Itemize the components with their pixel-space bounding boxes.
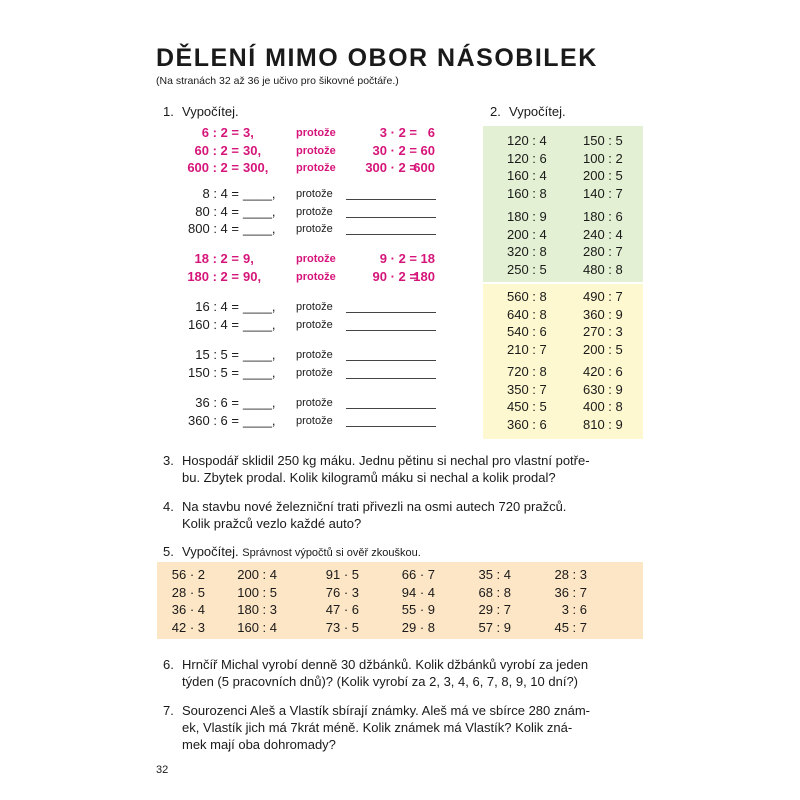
- answer-line: [346, 199, 436, 200]
- exercise-5-label: Vypočítej.: [182, 544, 239, 559]
- division-expression: 150 : 5 =: [188, 364, 239, 380]
- check-expression: 30 · 2 =: [372, 142, 417, 158]
- exercise-2-problem: 120 : 4: [507, 133, 547, 148]
- division-result: 9,: [243, 251, 254, 266]
- exercise-5-note: Správnost výpočtů si ověř zkouškou.: [242, 547, 421, 559]
- division-result: ____,: [243, 395, 276, 410]
- exercise-2-problem: 720 : 8: [507, 364, 547, 379]
- exercise-2-problem: 540 : 6: [507, 324, 547, 339]
- exercise-1-row: [163, 186, 453, 202]
- exercise-5-problem: 55 · 9: [401, 602, 435, 617]
- exercise-3-line-1: Hospodář sklidil 250 kg máku. Jednu pětinu si nechal pro vlastní potře-: [182, 453, 590, 468]
- because-word: protože: [296, 270, 336, 283]
- exercise-2-number: 2.: [490, 104, 501, 119]
- exercise-6: [163, 656, 653, 690]
- exercise-5-problem: 56 · 2: [171, 567, 205, 582]
- exercise-5-problem: 57 : 9: [478, 619, 511, 635]
- division-expression: 16 : 4 =: [195, 299, 239, 314]
- division-expression: 60 : 2 =: [194, 142, 239, 158]
- check-expression: 300 · 2 =: [365, 160, 417, 175]
- division-expression: 18 : 2 =: [194, 251, 239, 266]
- exercise-3-line-2: bu. Zbytek prodal. Kolik kilogramů máku si nechal a kolik prodal?: [182, 470, 556, 485]
- division-result: ____,: [243, 221, 276, 236]
- exercise-2-problem: 640 : 8: [507, 306, 547, 322]
- division-result: ____,: [243, 364, 276, 380]
- division-result: ____,: [243, 203, 276, 219]
- exercise-1-row: [163, 143, 453, 159]
- exercise-1-row: [163, 317, 453, 333]
- exercise-1-row: [163, 365, 453, 381]
- exercise-2-problem: 200 : 4: [507, 226, 547, 242]
- answer-line: [346, 234, 436, 235]
- division-result: 3,: [243, 125, 254, 140]
- because-word: protože: [296, 205, 333, 218]
- answer-line: [346, 312, 436, 313]
- exercise-3-number: 3.: [163, 453, 174, 468]
- exercise-2-problem: 180 : 6: [583, 209, 623, 224]
- division-expression: 180 : 2 =: [187, 268, 239, 284]
- answer-line: [346, 217, 436, 218]
- exercise-2-yellow-panel: [483, 284, 643, 439]
- answer-line: [346, 408, 436, 409]
- exercise-5-problem: 160 : 4: [237, 619, 277, 635]
- exercise-1-row: [163, 125, 453, 141]
- exercise-6-line-2: týden (5 pracovních dnů)? (Kolik vyrobí za 2, 3, 4, 6, 7, 8, 9, 10 dní?): [182, 674, 578, 689]
- exercise-2-problem: 480 : 8: [583, 261, 623, 277]
- exercise-5-problem: 94 · 4: [401, 584, 435, 600]
- exercise-5-problem: 180 : 3: [237, 602, 277, 617]
- exercise-2-problem: 400 : 8: [583, 399, 623, 414]
- exercise-2-problem: 200 : 5: [583, 341, 623, 357]
- exercise-6-line-1: Hrnčíř Michal vyrobí denně 30 džbánků. Kolik džbánků vyrobí za jeden: [182, 657, 589, 672]
- exercise-3: [163, 452, 653, 486]
- division-expression: 800 : 4 =: [188, 221, 239, 236]
- exercise-5-problem: 76 · 3: [325, 584, 359, 600]
- division-result: ____,: [243, 186, 276, 201]
- exercise-2-problem: 280 : 7: [583, 244, 623, 259]
- because-word: protože: [296, 144, 336, 157]
- exercise-2-problem: 560 : 8: [507, 289, 547, 304]
- division-result: ____,: [243, 299, 276, 314]
- exercise-1-row: [163, 413, 453, 429]
- exercise-2-problem: 320 : 8: [507, 244, 547, 259]
- exercise-4-line-2: Kolik pražců vezlo každé auto?: [182, 516, 362, 531]
- division-expression: 6 : 2 =: [201, 125, 239, 140]
- exercise-2-green-panel: [483, 126, 643, 282]
- division-result: ____,: [243, 347, 276, 362]
- exercise-5-problem: 28 : 3: [554, 567, 587, 582]
- division-result: 30,: [243, 142, 262, 158]
- exercise-2-problem: 120 : 6: [507, 150, 547, 166]
- exercise-5-problem: 45 : 7: [554, 619, 587, 635]
- exercise-2-problem: 100 : 2: [583, 150, 623, 166]
- check-expression: 9 · 2 =: [379, 251, 417, 266]
- check-result: 180: [413, 268, 435, 284]
- division-result: 300,: [243, 160, 269, 175]
- exercise-5-panel: [157, 562, 643, 639]
- division-expression: 15 : 5 =: [195, 347, 239, 362]
- exercise-1-row: [163, 251, 453, 267]
- exercise-2-problem: 140 : 7: [583, 185, 623, 201]
- check-expression: 3 · 2 =: [379, 125, 417, 140]
- exercise-5-problem: 29 · 8: [401, 619, 435, 635]
- exercise-4: [163, 498, 653, 532]
- exercise-5-problem: 28 · 5: [171, 584, 205, 600]
- exercise-5-problem: 100 : 5: [237, 584, 277, 600]
- exercise-2-problem: 250 : 5: [507, 261, 547, 277]
- exercise-2-problem: 350 : 7: [507, 381, 547, 397]
- exercise-1-row: [163, 299, 453, 315]
- exercise-1-row: [163, 204, 453, 220]
- check-result: 60: [420, 142, 435, 158]
- because-word: protože: [296, 301, 333, 313]
- check-result: 600: [413, 160, 435, 175]
- exercise-2-problem: 200 : 5: [583, 168, 623, 183]
- answer-line: [346, 378, 436, 379]
- exercise-2-problem: 160 : 4: [507, 168, 547, 183]
- exercise-2-problem: 810 : 9: [583, 416, 623, 432]
- because-word: protože: [296, 127, 336, 139]
- answer-line: [346, 426, 436, 427]
- exercise-2-problem: 270 : 3: [583, 324, 623, 339]
- exercise-5-problem: 47 · 6: [325, 602, 359, 617]
- exercise-2-problem: 490 : 7: [583, 289, 623, 304]
- exercise-1-heading: [163, 104, 239, 119]
- exercise-1-row: [163, 269, 453, 285]
- answer-line: [346, 360, 436, 361]
- check-expression: 90 · 2 =: [372, 268, 417, 284]
- division-expression: 360 : 6 =: [188, 412, 239, 428]
- answer-line: [346, 330, 436, 331]
- exercise-5-problem: 36 · 4: [171, 602, 205, 617]
- because-word: protože: [296, 349, 333, 361]
- exercise-6-number: 6.: [163, 657, 174, 672]
- exercise-7-line-1: Sourozenci Aleš a Vlastík sbírají známky. Aleš má ve sbírce 280 znám-: [182, 703, 590, 718]
- exercise-2-problem: 360 : 6: [507, 416, 547, 432]
- division-result: ____,: [243, 412, 276, 428]
- exercise-5-problem: 35 : 4: [478, 567, 511, 582]
- exercise-5-problem: 36 : 7: [554, 584, 587, 600]
- check-result: 18: [420, 251, 435, 266]
- exercise-1-row: [163, 160, 453, 176]
- division-result: 90,: [243, 268, 262, 284]
- exercise-7-line-3: mek mají oba dohromady?: [182, 737, 336, 752]
- exercise-5-problem: 200 : 4: [237, 567, 277, 582]
- exercise-2-problem: 210 : 7: [507, 341, 547, 357]
- exercise-1-row: [163, 395, 453, 411]
- exercise-1-row: [163, 221, 453, 237]
- exercise-5-problem: 68 : 8: [478, 584, 511, 600]
- exercise-2-problem: 630 : 9: [583, 381, 623, 397]
- exercise-2-problem: 150 : 5: [583, 133, 623, 148]
- because-word: protože: [296, 397, 333, 409]
- because-word: protože: [296, 414, 333, 427]
- page-number: 32: [156, 764, 169, 776]
- exercise-1-row: [163, 347, 453, 363]
- division-result: ____,: [243, 316, 276, 332]
- exercise-1-number: 1.: [163, 104, 174, 119]
- division-expression: 160 : 4 =: [188, 316, 239, 332]
- division-expression: 8 : 4 =: [202, 186, 239, 201]
- because-word: protože: [296, 188, 333, 200]
- check-result: 6: [427, 125, 435, 140]
- exercise-5-problem: 66 · 7: [401, 567, 435, 582]
- exercise-4-line-1: Na stavbu nové železniční trati přivezli na osmi autech 720 pražců.: [182, 499, 567, 514]
- because-word: protože: [296, 253, 336, 265]
- division-expression: 600 : 2 =: [187, 160, 239, 175]
- exercise-1-label: Vypočítej.: [182, 104, 239, 119]
- exercise-5-problem: 3 : 6: [561, 602, 587, 617]
- exercise-7-number: 7.: [163, 703, 174, 718]
- page-title: DĚLENÍ MIMO OBOR NÁSOBILEK: [156, 44, 598, 72]
- exercise-4-number: 4.: [163, 499, 174, 514]
- exercise-7: [163, 702, 653, 753]
- page-subtitle: (Na stranách 32 až 36 je učivo pro šikovné počtáře.): [156, 75, 399, 87]
- exercise-5-heading: [163, 543, 653, 560]
- exercise-2-problem: 240 : 4: [583, 226, 623, 242]
- because-word: protože: [296, 162, 336, 174]
- because-word: protože: [296, 223, 333, 235]
- exercise-2-problem: 160 : 8: [507, 185, 547, 201]
- because-word: protože: [296, 318, 333, 331]
- exercise-7-line-2: ek, Vlastík jich má 7krát méně. Kolik známek má Vlastík? Kolik zná-: [182, 720, 573, 735]
- exercise-2-problem: 180 : 9: [507, 209, 547, 224]
- exercise-5-problem: 29 : 7: [478, 602, 511, 617]
- division-expression: 36 : 6 =: [195, 395, 239, 410]
- exercise-5-number: 5.: [163, 544, 174, 559]
- exercise-5-problem: 91 · 5: [325, 567, 359, 582]
- exercise-5-problem: 73 · 5: [325, 619, 359, 635]
- exercise-2-label: Vypočítej.: [509, 104, 566, 119]
- exercise-5-problem: 42 · 3: [171, 619, 205, 635]
- exercise-2-problem: 360 : 9: [583, 306, 623, 322]
- division-expression: 80 : 4 =: [195, 203, 239, 219]
- exercise-2-heading: [490, 104, 566, 119]
- exercise-2-problem: 450 : 5: [507, 399, 547, 414]
- because-word: protože: [296, 366, 333, 379]
- exercise-2-problem: 420 : 6: [583, 364, 623, 379]
